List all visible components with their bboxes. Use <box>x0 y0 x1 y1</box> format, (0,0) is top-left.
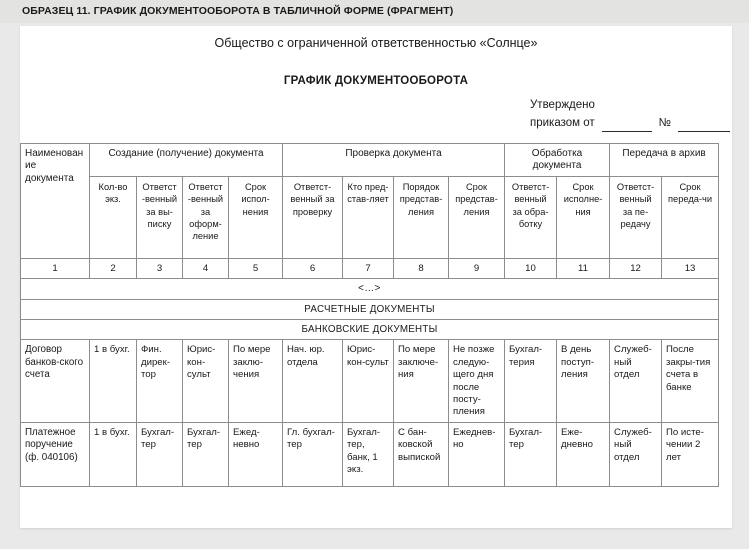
cell-copies-count: 1 в бухг. <box>90 340 137 422</box>
cell-responsible-check: Нач. юр. отдела <box>283 340 343 422</box>
cell-document-name: Платежное поручение (ф. 040106) <box>21 422 90 486</box>
column-number-7: 7 <box>343 258 394 278</box>
caption-bar <box>0 0 749 23</box>
column-number-2: 2 <box>90 258 137 278</box>
cell-execution-term: Ежед-невно <box>229 422 283 486</box>
subheader-processing-term: Срок исполне-ния <box>557 176 610 258</box>
cell-submission-order: С бан-ковской выпиской <box>394 422 449 486</box>
section-heading-bank-documents: БАНКОВСКИЕ ДОКУМЕНТЫ <box>21 320 719 340</box>
cell-responsible-issue: Фин. дирек-тор <box>137 340 183 422</box>
ellipsis-marker: <…> <box>21 279 719 299</box>
cell-submission-order: По мере заключе-ния <box>394 340 449 422</box>
header-group-archive: Передача в архив <box>610 144 719 177</box>
table-row <box>21 422 719 486</box>
cell-responsible-formatting: Бухгал-тер <box>183 422 229 486</box>
column-number-6: 6 <box>283 258 343 278</box>
cell-submission-term: Ежеднев-но <box>449 422 505 486</box>
cell-responsible-transfer: Служеб-ный отдел <box>610 422 662 486</box>
document-title: ГРАФИК ДОКУМЕНТООБОРОТА <box>283 75 469 87</box>
subheader-responsible-check: Ответст-венный за проверку <box>283 176 343 258</box>
cell-responsible-transfer: Служеб-ный отдел <box>610 340 662 422</box>
table-column-number-row <box>21 258 719 278</box>
table-sub-header-row <box>21 176 719 258</box>
column-number-12: 12 <box>610 258 662 278</box>
sample-caption-title: ОБРАЗЕЦ 11. ГРАФИК ДОКУМЕНТООБОРОТА В ТАБЛИЧНОЙ ФОРМЕ (ФРАГМЕНТ) <box>22 5 454 17</box>
number-sign-label: № <box>658 117 671 129</box>
approval-block <box>530 96 730 132</box>
cell-submission-term: Не позже следую-щего дня после посту-пления <box>449 340 505 422</box>
column-number-1: 1 <box>21 258 90 278</box>
table-row <box>21 340 719 422</box>
organization-name: Общество с ограниченной ответственностью «Солнце» <box>214 36 538 50</box>
subheader-submission-order: Порядок представ-ления <box>394 176 449 258</box>
cell-responsible-issue: Бухгал-тер <box>137 422 183 486</box>
approval-date-blank[interactable] <box>602 118 652 132</box>
cell-who-submits: Юрис-кон-сульт <box>343 340 394 422</box>
column-number-13: 13 <box>662 258 719 278</box>
document-flow-table <box>20 143 719 487</box>
cell-responsible-processing: Бухгал-терия <box>505 340 557 422</box>
column-number-4: 4 <box>183 258 229 278</box>
column-number-11: 11 <box>557 258 610 278</box>
approval-line-1: Утверждено <box>530 99 595 111</box>
cell-who-submits: Бухгал-тер, банк, 1 экз. <box>343 422 394 486</box>
subheader-who-submits: Кто пред-став-ляет <box>343 176 394 258</box>
approval-order-label: приказом от <box>530 117 595 129</box>
table-section-row-settlement <box>21 299 719 319</box>
cell-copies-count: 1 в бухг. <box>90 422 137 486</box>
column-number-9: 9 <box>449 258 505 278</box>
header-group-creation: Создание (получение) документа <box>90 144 283 177</box>
approval-line-2 <box>530 114 730 132</box>
document-card <box>20 26 732 528</box>
subheader-responsible-transfer: Ответст-венный за пе-редачу <box>610 176 662 258</box>
column-number-10: 10 <box>505 258 557 278</box>
subheader-submission-term: Срок представ-ления <box>449 176 505 258</box>
subheader-transfer-term: Срок переда-чи <box>662 176 719 258</box>
header-document-name: Наименование документа <box>21 144 90 259</box>
cell-responsible-check: Гл. бухгал-тер <box>283 422 343 486</box>
subheader-responsible-issue: Ответст-венный за вы-писку <box>137 176 183 258</box>
header-group-verification: Проверка документа <box>283 144 505 177</box>
subheader-responsible-processing: Ответст-венный за обра-ботку <box>505 176 557 258</box>
cell-document-name: Договор банков-ского счета <box>21 340 90 422</box>
subheader-responsible-formatting: Ответст-венный за оформ-ление <box>183 176 229 258</box>
table-group-header-row <box>21 144 719 177</box>
cell-transfer-term: По исте-чении 2 лет <box>662 422 719 486</box>
column-number-8: 8 <box>394 258 449 278</box>
cell-processing-term: В день поступ-ления <box>557 340 610 422</box>
table-section-row-bank <box>21 320 719 340</box>
table-ellipsis-row <box>21 279 719 299</box>
header-group-processing: Обработка документа <box>505 144 610 177</box>
column-number-5: 5 <box>229 258 283 278</box>
subheader-execution-term: Срок испол-нения <box>229 176 283 258</box>
cell-transfer-term: После закры-тия счета в банке <box>662 340 719 422</box>
column-number-3: 3 <box>137 258 183 278</box>
cell-responsible-formatting: Юрис-кон-сульт <box>183 340 229 422</box>
approval-number-blank[interactable] <box>678 118 730 132</box>
cell-processing-term: Еже-дневно <box>557 422 610 486</box>
subheader-copies-count: Кол-во экз. <box>90 176 137 258</box>
section-heading-settlement-documents: РАСЧЕТНЫЕ ДОКУМЕНТЫ <box>21 299 719 319</box>
cell-execution-term: По мере заклю-чения <box>229 340 283 422</box>
cell-responsible-processing: Бухгал-тер <box>505 422 557 486</box>
